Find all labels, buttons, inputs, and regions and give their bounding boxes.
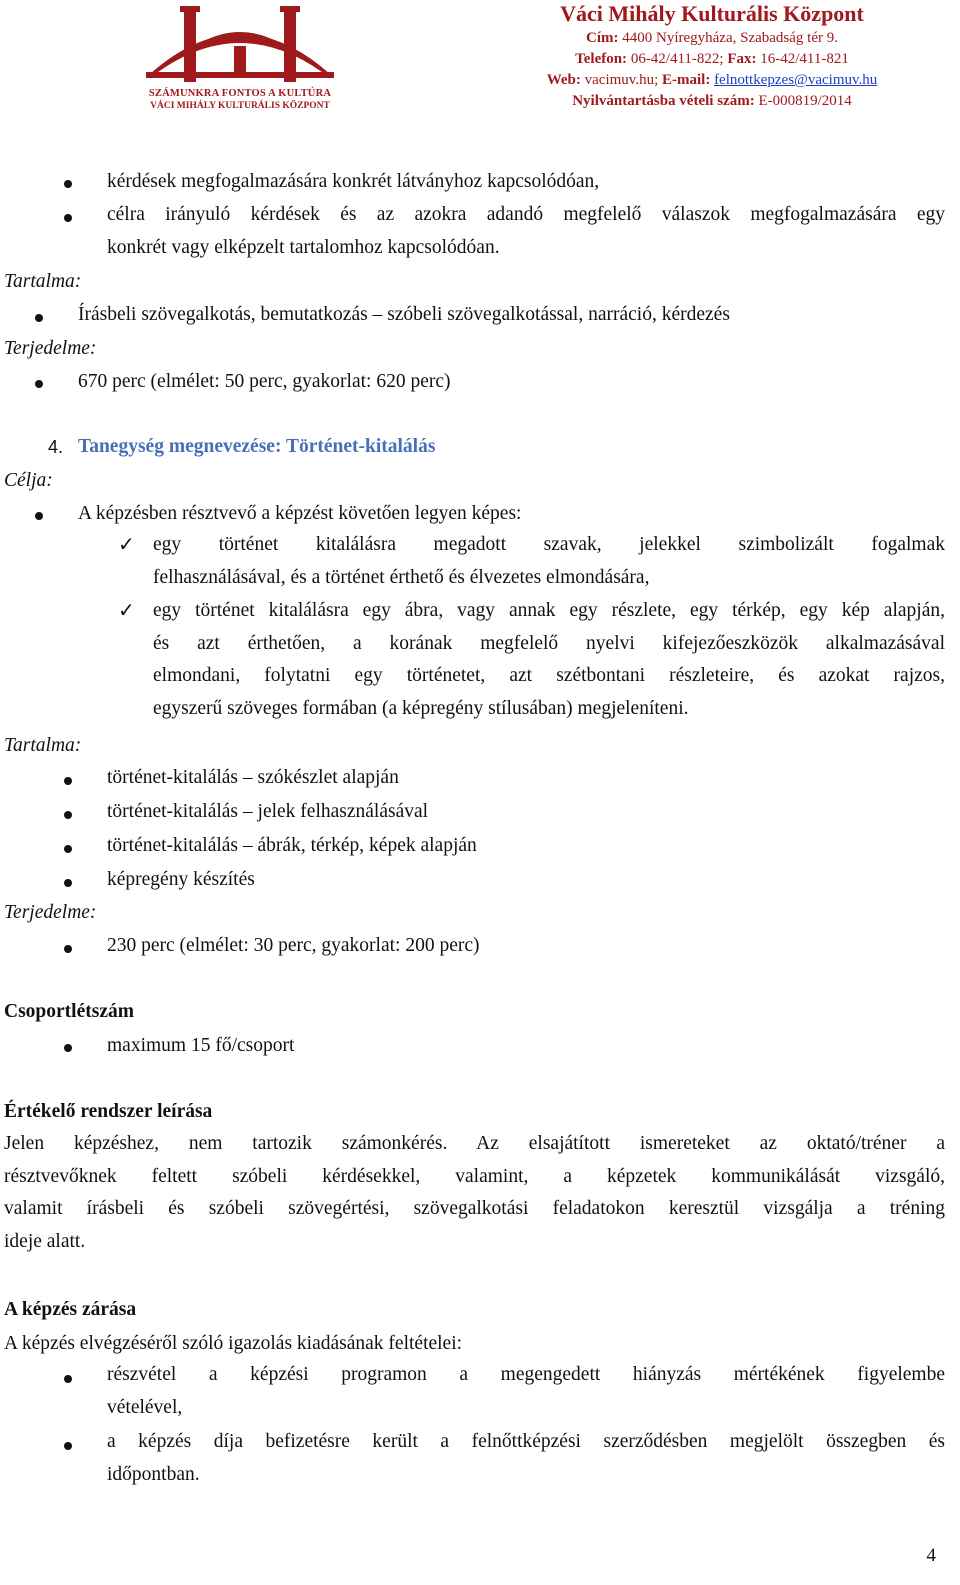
bullet-icon	[64, 180, 72, 188]
fax: 16-42/411-821	[760, 51, 849, 67]
goal-item	[153, 595, 945, 725]
goal-intro: A képzésben résztvevő a képzést követően legyen képes:	[78, 503, 522, 524]
bullet-icon	[64, 845, 72, 853]
checkmark-icon: ✓	[118, 532, 135, 556]
list-item	[107, 1359, 945, 1424]
content-label: Tartalma:	[4, 271, 82, 292]
bullet-icon	[35, 512, 43, 520]
bullet-icon	[35, 314, 43, 322]
list-item: 670 perc (elmélet: 50 perc, gyakorlat: 620 perc)	[78, 371, 451, 392]
list-item-line: célra irányuló kérdések és az azokra adandó megfelelő válaszok megfogalmazására egy	[107, 204, 945, 225]
duration-label: Terjedelme:	[4, 902, 97, 923]
page-number: 4	[926, 1545, 936, 1566]
phone-line	[502, 49, 922, 70]
unit-number: 4.	[48, 437, 64, 457]
email-label: E-mail:	[661, 72, 711, 88]
list-item: történet-kitalálás – ábrák, térkép, képek alapján	[107, 835, 477, 856]
web-line	[502, 70, 922, 91]
goal-item	[153, 529, 945, 594]
evaluation-paragraph	[4, 1128, 945, 1258]
list-item	[107, 1426, 945, 1491]
section-heading: Értékelő rendszer leírása	[4, 1101, 213, 1122]
bridge-logo-icon	[140, 2, 340, 88]
paragraph-line: Jelen képzéshez, nem tartozik számonkérés. Az elsajátított ismereteket az oktató/tréner a	[4, 1133, 945, 1154]
list-item: 230 perc (elmélet: 30 perc, gyakorlat: 200 perc)	[107, 935, 480, 956]
list-item-line: időpontban.	[107, 1463, 200, 1485]
bullet-icon	[64, 777, 72, 785]
fax-label: Fax:	[727, 51, 757, 67]
goal-label: Célja:	[4, 470, 53, 491]
list-item-line: vételével,	[107, 1396, 183, 1418]
org-name: Váci Mihály Kulturális Központ	[560, 1, 864, 26]
goal-item-line: egy történet kitalálásra megadott szavak, jelekkel szimbolizált fogalmak	[153, 534, 945, 555]
web: vacimuv.hu;	[584, 72, 659, 88]
list-item: történet-kitalálás – jelek felhasználásával	[107, 801, 429, 822]
list-item: kérdések megfogalmazására konkrét látványhoz kapcsolódóan,	[107, 171, 600, 192]
organization-logo	[140, 2, 340, 114]
registration-label: Nyilvántartásba vételi szám:	[572, 93, 755, 109]
phone-label: Telefon:	[575, 51, 628, 67]
paragraph-line: valamit írásbeli és szóbeli szövegértési, szövegalkotási feladatokon keresztül vizsgálja a tréning	[4, 1198, 945, 1219]
phone: 06-42/411-822;	[630, 51, 724, 67]
bullet-icon	[64, 1044, 72, 1052]
list-item-line: a képzés díja befizetésre került a felnőttképzési szerződésben megjelölt összegben és	[107, 1431, 945, 1452]
paragraph-line: résztvevőknek feltett szóbeli kérdésekkel, valamint, a képzetek kommunikálását vizsgáló,	[4, 1165, 945, 1187]
registration-number: E-000819/2014	[758, 93, 852, 109]
bullet-icon	[64, 879, 72, 887]
list-item	[107, 199, 945, 264]
goal-item-line: felhasználásával, és a történet érthető és élvezetes elmondására,	[153, 566, 650, 588]
goal-item-line: elmondani, folytatni egy történetet, azt szétbontani részleteire, és azokat rajzos,	[153, 665, 945, 686]
bullet-icon	[64, 1375, 72, 1383]
list-item-line: részvétel a képzési programon a megengedett hiányzás mértékének figyelembe	[107, 1364, 945, 1385]
closing-intro: A képzés elvégzéséről szóló igazolás kiadásának feltételei:	[4, 1333, 463, 1354]
paragraph-line: ideje alatt.	[4, 1230, 86, 1252]
web-label: Web:	[546, 72, 581, 88]
list-item: Írásbeli szövegalkotás, bemutatkozás – szóbeli szövegalkotással, narráció, kérdezés	[78, 304, 730, 325]
email-link[interactable]: felnottkepzes@vacimuv.hu	[714, 72, 878, 88]
goal-item-line: egyszerű szöveges formában (a képregény stílusában) megjeleníteni.	[153, 697, 689, 719]
bullet-icon	[64, 214, 72, 222]
list-item: képregény készítés	[107, 869, 255, 890]
bullet-icon	[64, 1442, 72, 1450]
letterhead	[502, 0, 922, 112]
registration-line	[502, 91, 922, 112]
list-item: történet-kitalálás – szókészlet alapján	[107, 767, 399, 788]
bullet-icon	[64, 945, 72, 953]
goal-item-line: egy történet kitalálásra egy ábra, vagy annak egy részlete, egy térkép, egy kép alapján,	[153, 600, 945, 621]
list-item-line: konkrét vagy elképzelt tartalomhoz kapcsolódóan.	[107, 236, 500, 258]
address: 4400 Nyíregyháza, Szabadság tér 9.	[622, 30, 838, 46]
address-line	[502, 28, 922, 49]
duration-label: Terjedelme:	[4, 338, 97, 359]
section-heading: A képzés zárása	[4, 1299, 137, 1320]
section-heading: Csoportlétszám	[4, 1001, 134, 1022]
bullet-icon	[35, 380, 43, 388]
logo-slogan: SZÁMUNKRA FONTOS A KULTÚRA	[148, 88, 332, 99]
goal-item-line: és azt érthetően, a korának megfelelő nyelvi kifejezőeszközök alkalmazásával	[153, 632, 945, 654]
list-item: maximum 15 fő/csoport	[107, 1035, 295, 1056]
unit-title: Tanegység megnevezése: Történet-kitalálás	[78, 436, 436, 457]
checkmark-icon: ✓	[118, 598, 135, 622]
logo-org-name: VÁCI MIHÁLY KULTURÁLIS KÖZPONT	[150, 101, 330, 111]
content-label: Tartalma:	[4, 735, 82, 756]
bullet-icon	[64, 811, 72, 819]
address-label: Cím:	[585, 30, 619, 46]
